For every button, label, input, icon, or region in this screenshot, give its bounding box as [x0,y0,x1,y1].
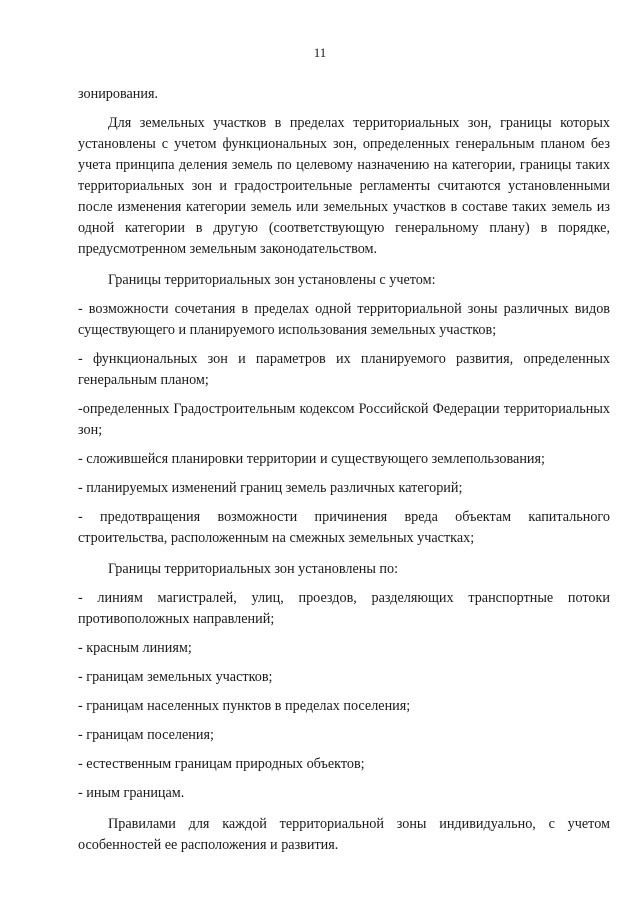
list-item: - границам земельных участков; [78,669,273,685]
list-item: - границам населенных пунктов в пределах поселения; [78,698,411,714]
page-number: 11 [313,45,327,60]
paragraph-boundaries-along: Границы территориальных зон установлены по: [108,561,399,577]
document-body [78,84,610,856]
paragraph-continuation: зонирования. [78,86,159,102]
list-item: - функциональных зон и параметров их планируемого развития, определенных генеральным планом; [78,351,610,388]
list-item: - планируемых изменений границ земель различных категорий; [78,480,463,496]
list-item: - иным границам. [78,785,185,801]
paragraph-boundaries-considering: Границы территориальных зон установлены с учетом: [108,272,436,288]
list-item: -определенных Градостроительным кодексом Российской Федерации территориальных зон; [78,401,610,438]
paragraph-rules: Правилами для каждой территориальной зоны индивидуально, с учетом особенностей ее расположения и развития. [78,816,610,853]
list-item: - предотвращения возможности причинения вреда объектам капитального строительства, расположенным на смежных земельных участках; [78,509,610,546]
list-item: - сложившейся планировки территории и существующего землепользования; [78,451,545,467]
list-item: - линиям магистралей, улиц, проездов, разделяющих транспортные потоки противоположных направлений; [78,590,610,627]
list-item: - возможности сочетания в пределах одной территориальной зоны различных видов существующего и планируемого использования земельных участков; [78,301,610,338]
list-item: - границам поселения; [78,727,214,743]
paragraph-land-plots: Для земельных участков в пределах территориальных зон, границы которых установлены с учетом функциональных зон, определенных генеральным планом без учета принципа деления земель по целевому назначению на категории, границы таких территориальных зон и градостроительные регламенты считаются установленными после изменения категории земель или земельных участков в составе таких земель из одной категории в другую (соответствующую генеральному плану) в порядке, предусмотренном земельным законодательством. [78,115,610,257]
list-item: - естественным границам природных объектов; [78,756,365,772]
list-item: - красным линиям; [78,640,192,656]
